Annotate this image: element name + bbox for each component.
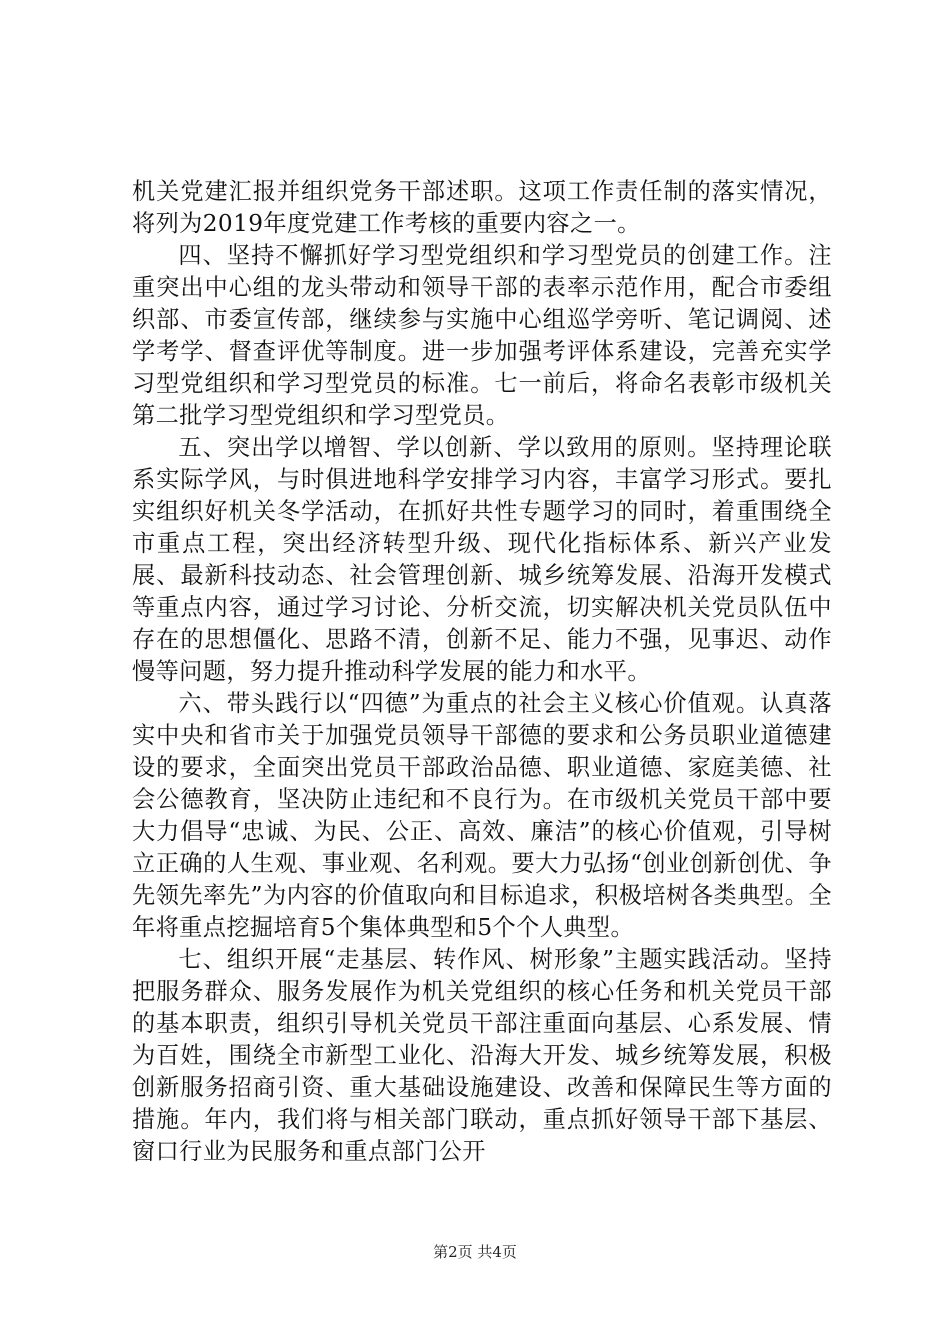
paragraph-item-7: 七、组织开展“走基层、转作风、树形象”主题实践活动。坚持把服务群众、服务发展作为机关党组织的核心任务和机关党员干部的基本职责，组织引导机关党员干部注重面向基层、心系发展、情为百姓，围绕全市新型工业化、沿海大开发、城乡统筹发展，积极创新服务招商引资、重大基础设施建设、改善和保障民生等方面的措施。年内，我们将与相关部门联动，重点抓好领导干部下基层、窗口行业为民服务和重点部门公开: [132, 946, 832, 1165]
page-number-footer: 第2页 共4页: [433, 1243, 517, 1261]
document-body: [132, 176, 832, 1168]
paragraph-item-5: 五、突出学以增智、学以创新、学以致用的原则。坚持理论联系实际学风，与时俱进地科学安排学习内容，丰富学习形式。要扎实组织好机关冬学活动，在抓好共性专题学习的同时，着重围绕全市重点工程，突出经济转型升级、现代化指标体系、新兴产业发展、最新科技动态、社会管理创新、城乡统筹发展、沿海开发模式等重点内容，通过学习讨论、分析交流，切实解决机关党员队伍中存在的思想僵化、思路不清，创新不足、能力不强，见事迟、动作慢等问题，努力提升推动科学发展的能力和水平。: [132, 434, 832, 685]
paragraph-continued: 机关党建汇报并组织党务干部述职。这项工作责任制的落实情况，将列为2019年度党建工作考核的重要内容之一。: [132, 178, 832, 237]
paragraph-item-6: 六、带头践行以“四德”为重点的社会主义核心价值观。认真落实中央和省市关于加强党员领导干部德的要求和公务员职业道德建设的要求，全面突出党员干部政治品德、职业道德、家庭美德、社会公德教育，坚决防止违纪和不良行为。在市级机关党员干部中要大力倡导“忠诚、为民、公正、高效、廉洁”的核心价值观，引导树立正确的人生观、事业观、名利观。要大力弘扬“创业创新创优、争先领先率先”为内容的价值取向和目标追求，积极培树各类典型。全年将重点挖掘培育5个集体典型和5个个人典型。: [132, 690, 832, 941]
paragraph-item-4: 四、坚持不懈抓好学习型党组织和学习型党员的创建工作。注重突出中心组的龙头带动和领导干部的表率示范作用，配合市委组织部、市委宣传部，继续参与实施中心组巡学旁听、笔记调阅、述学考学、督查评优等制度。进一步加强考评体系建设，完善充实学习型党组织和学习型党员的标准。七一前后，将命名表彰市级机关第二批学习型党组织和学习型党员。: [132, 242, 832, 429]
